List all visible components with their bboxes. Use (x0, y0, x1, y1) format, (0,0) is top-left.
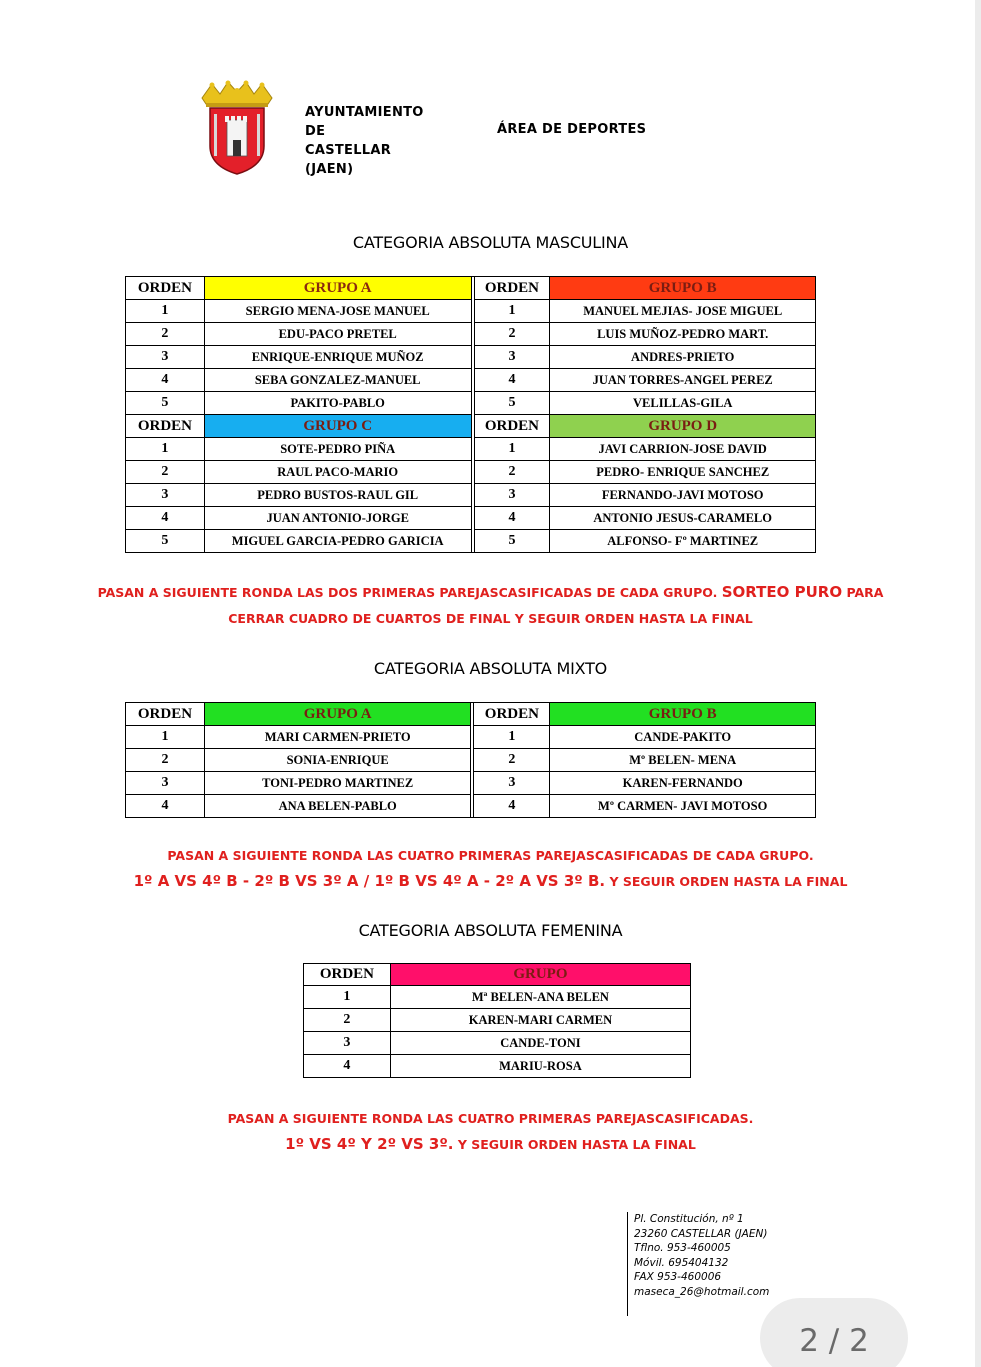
table-row (126, 772, 816, 795)
order-number: 3 (474, 484, 550, 507)
pair-name: CANDE-PAKITO (550, 726, 816, 749)
order-number: 4 (474, 369, 550, 392)
pair-name: MIGUEL GARCIA-PEDRO GARICIA (204, 530, 471, 553)
note-text: Y SEGUIR ORDEN HASTA LA FINAL (453, 1137, 696, 1152)
orden-header: ORDEN (474, 703, 550, 726)
order-number: 1 (126, 438, 205, 461)
mobile-line: Móvil. 695404132 (634, 1256, 729, 1269)
orden-header: ORDEN (474, 277, 550, 300)
note-text: CERRAR CUADRO DE CUARTOS DE FINAL Y SEGUIR ORDEN HASTA LA FINAL (228, 611, 753, 626)
table-row (126, 749, 816, 772)
order-number: 2 (126, 749, 205, 772)
pair-name: JUAN TORRES-ANGEL PEREZ (550, 369, 816, 392)
pair-name: ALFONSO- Fº MARTINEZ (550, 530, 816, 553)
pair-name: MARIU-ROSA (390, 1055, 690, 1078)
table-row (126, 795, 816, 818)
group-header: GRUPO B (550, 703, 816, 726)
table-header-row (304, 964, 691, 986)
order-number: 2 (126, 461, 205, 484)
order-number: 3 (474, 346, 550, 369)
mixto-groups-table (125, 702, 816, 818)
pair-name: EDU-PACO PRETEL (204, 323, 471, 346)
table-row (126, 369, 816, 392)
order-number: 5 (474, 530, 550, 553)
table-row (304, 986, 691, 1009)
order-number: 1 (304, 986, 391, 1009)
order-number: 4 (126, 795, 205, 818)
table-row (126, 392, 816, 415)
table-row (126, 323, 816, 346)
note-text: PASAN A SIGUIENTE RONDA LAS CUATRO PRIMERAS PAREJASCASIFICADAS DE CADA GRUPO. (167, 848, 814, 863)
order-number: 4 (474, 795, 550, 818)
orden-header: ORDEN (126, 415, 205, 438)
order-number: 2 (474, 749, 550, 772)
email-line: maseca_26@hotmail.com (634, 1285, 770, 1298)
order-number: 3 (474, 772, 550, 795)
pair-name: KAREN-MARI CARMEN (390, 1009, 690, 1032)
address-line: 23260 CASTELLAR (JAEN) (634, 1227, 768, 1240)
table-header-row (126, 415, 816, 438)
order-number: 4 (126, 369, 205, 392)
address-block (627, 1212, 769, 1316)
order-number: 2 (474, 323, 550, 346)
pair-name: KAREN-FERNANDO (550, 772, 816, 795)
order-number: 3 (126, 772, 205, 795)
table-row (126, 461, 816, 484)
group-header: GRUPO A (204, 703, 471, 726)
pair-name: PEDRO BUSTOS-RAUL GIL (204, 484, 471, 507)
note-text: PASAN A SIGUIENTE RONDA LAS DOS PRIMERAS PAREJASCASIFICADAS DE CADA GRUPO. (97, 585, 722, 600)
mixto-note (0, 846, 981, 893)
ayto-line: AYUNTAMIENTO (305, 105, 424, 120)
pair-name: ANTONIO JESUS-CARAMELO (550, 507, 816, 530)
pair-name: VELILLAS-GILA (550, 392, 816, 415)
femenina-group-table (303, 963, 691, 1078)
page-indicator: 2 / 2 (760, 1298, 908, 1367)
order-number: 1 (474, 726, 550, 749)
table-header-row (126, 703, 816, 726)
pair-name: TONI-PEDRO MARTINEZ (204, 772, 471, 795)
group-header: GRUPO (390, 964, 690, 986)
pair-name: ANA BELEN-PABLO (204, 795, 471, 818)
note-text: PARA (842, 585, 884, 600)
ayto-line: (JAEN) (305, 162, 354, 177)
pair-name: CANDE-TONI (390, 1032, 690, 1055)
note-highlight: 1º A VS 4º B - 2º B VS 3º A / 1º B VS 4º A - 2º A VS 3º B. (133, 872, 606, 890)
femenina-note (0, 1109, 981, 1156)
pair-name: JUAN ANTONIO-JORGE (204, 507, 471, 530)
pair-name: ANDRES-PRIETO (550, 346, 816, 369)
coat-of-arms-logo (198, 80, 276, 176)
order-number: 3 (126, 346, 205, 369)
order-number: 5 (474, 392, 550, 415)
masculina-note (0, 582, 981, 629)
pair-name: PEDRO- ENRIQUE SANCHEZ (550, 461, 816, 484)
address-line: Pl. Constitución, nº 1 (634, 1213, 744, 1225)
pair-name: MARI CARMEN-PRIETO (204, 726, 471, 749)
note-text: PASAN A SIGUIENTE RONDA LAS CUATRO PRIMERAS PAREJASCASIFICADAS. (227, 1111, 754, 1126)
pair-name: Mº CARMEN- JAVI MOTOSO (550, 795, 816, 818)
table-row (126, 530, 816, 553)
order-number: 2 (474, 461, 550, 484)
phone-line: Tflno. 953-460005 (634, 1242, 731, 1254)
municipality-name (305, 103, 424, 179)
order-number: 1 (474, 438, 550, 461)
department-name: ÁREA DE DEPORTES (497, 122, 647, 137)
pair-name: ENRIQUE-ENRIQUE MUÑOZ (204, 346, 471, 369)
table-row (126, 726, 816, 749)
order-number: 4 (126, 507, 205, 530)
page-edge (975, 0, 981, 1367)
table-header-row (126, 277, 816, 300)
pair-name: SERGIO MENA-JOSE MANUEL (204, 300, 471, 323)
pair-name: MANUEL MEJIAS- JOSE MIGUEL (550, 300, 816, 323)
table-row (126, 300, 816, 323)
table-row (304, 1055, 691, 1078)
orden-header: ORDEN (304, 964, 391, 986)
note-highlight: 1º VS 4º Y 2º VS 3º. (285, 1135, 454, 1153)
masculina-groups-table (125, 276, 816, 553)
table-row (304, 1009, 691, 1032)
table-row (126, 507, 816, 530)
table-row (126, 346, 816, 369)
section-title-masculina: CATEGORIA ABSOLUTA MASCULINA (352, 233, 629, 252)
group-header: GRUPO B (550, 277, 816, 300)
order-number: 3 (304, 1032, 391, 1055)
order-number: 1 (474, 300, 550, 323)
group-header: GRUPO D (550, 415, 816, 438)
orden-header: ORDEN (126, 703, 205, 726)
pair-name: Mª BELEN-ANA BELEN (390, 986, 690, 1009)
table-row (126, 484, 816, 507)
section-title-mixto: CATEGORIA ABSOLUTA MIXTO (373, 659, 608, 678)
order-number: 4 (304, 1055, 391, 1078)
order-number: 2 (304, 1009, 391, 1032)
group-header: GRUPO C (204, 415, 471, 438)
pair-name: SOTE-PEDRO PIÑA (204, 438, 471, 461)
pair-name: FERNANDO-JAVI MOTOSO (550, 484, 816, 507)
pair-name: RAUL PACO-MARIO (204, 461, 471, 484)
note-highlight: SORTEO PURO (721, 583, 843, 601)
group-header: GRUPO A (204, 277, 471, 300)
ayto-line: CASTELLAR (305, 143, 392, 158)
order-number: 1 (126, 300, 205, 323)
orden-header: ORDEN (474, 415, 550, 438)
fax-line: FAX 953-460006 (634, 1271, 722, 1283)
ayto-line: DE (305, 124, 326, 139)
pair-name: LUIS MUÑOZ-PEDRO MART. (550, 323, 816, 346)
pair-name: SEBA GONZALEZ-MANUEL (204, 369, 471, 392)
table-row (126, 438, 816, 461)
order-number: 1 (126, 726, 205, 749)
orden-header: ORDEN (126, 277, 205, 300)
section-title-femenina: CATEGORIA ABSOLUTA FEMENINA (358, 921, 623, 940)
table-row (304, 1032, 691, 1055)
order-number: 5 (126, 530, 205, 553)
pair-name: PAKITO-PABLO (204, 392, 471, 415)
order-number: 2 (126, 323, 205, 346)
pair-name: SONIA-ENRIQUE (204, 749, 471, 772)
pair-name: JAVI CARRION-JOSE DAVID (550, 438, 816, 461)
pair-name: Mº BELEN- MENA (550, 749, 816, 772)
note-text: Y SEGUIR ORDEN HASTA LA FINAL (605, 874, 848, 889)
order-number: 3 (126, 484, 205, 507)
order-number: 5 (126, 392, 205, 415)
order-number: 4 (474, 507, 550, 530)
